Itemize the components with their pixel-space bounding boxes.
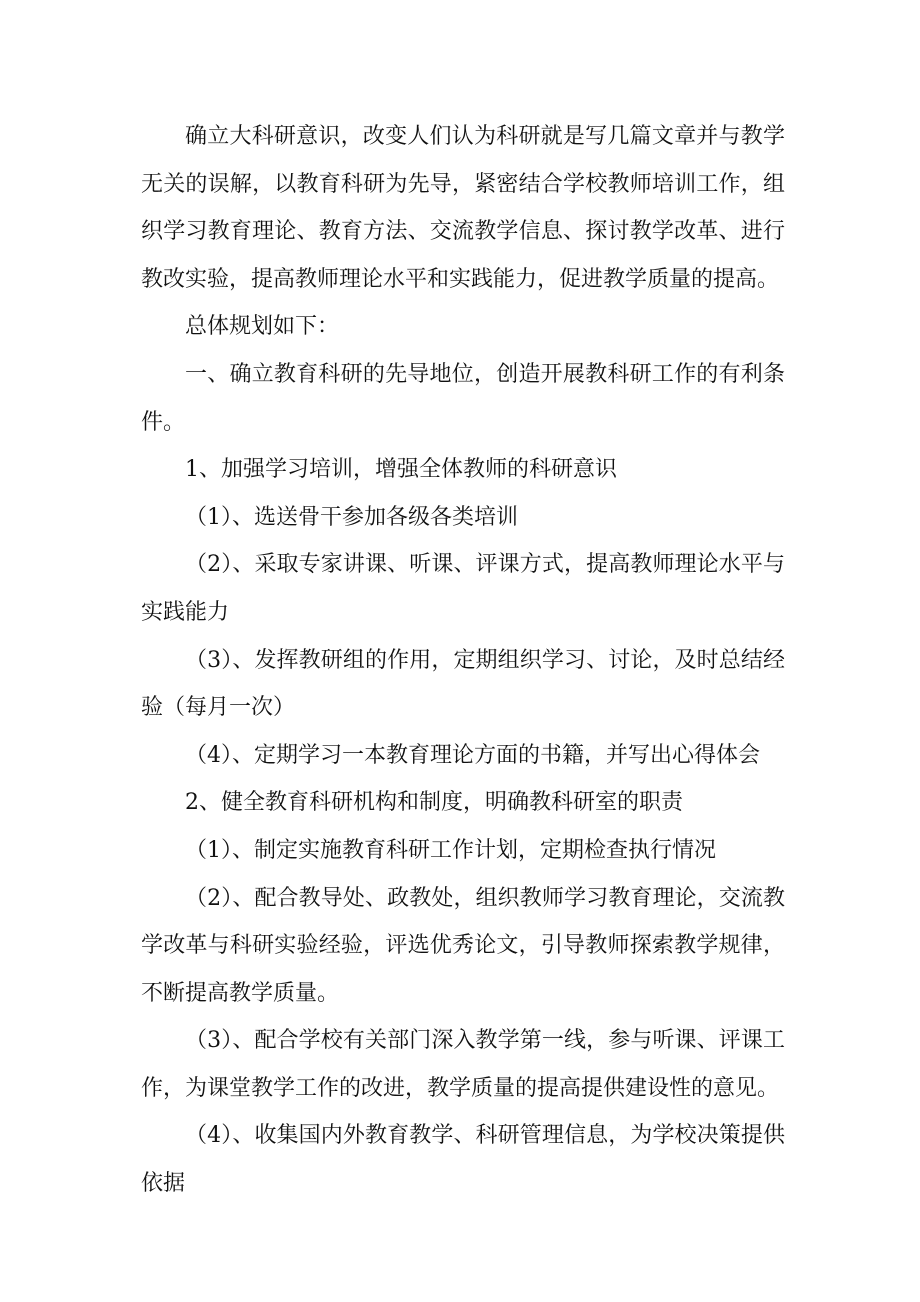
list-item: （1）、选送骨干参加各级各类培训 <box>185 504 518 530</box>
list-item: （3）、发挥教研组的作用，定期组织学习、讨论，及时总结经验（每月一次） <box>141 647 785 721</box>
subsection-heading-2: 2、健全教育科研机构和制度，明确教科研室的职责 <box>185 790 683 816</box>
list-item: （3）、配合学校有关部门深入教学第一线，参与听课、评课工作，为课堂教学工作的改进，教学质量的提高提供建设性的意见。 <box>141 1028 785 1101</box>
document-body <box>141 113 785 1208</box>
intro-paragraph: 确立大科研意识，改变人们认为科研就是写几篇文章并与教学无关的误解，以教育科研为先导，紧密结合学校教师培训工作，组织学习教育理论、教育方法、交流教学信息、探讨教学改革、进行教改实验，提高教师理论水平和实践能力，促进教学质量的提高。 <box>141 124 785 292</box>
list-item: （1）、制定实施教育科研工作计划，定期检查执行情况 <box>185 837 716 863</box>
list-item: （4）、定期学习一本教育理论方面的书籍，并写出心得体会 <box>185 742 760 768</box>
plan-heading: 总体规划如下： <box>185 314 340 340</box>
list-item: （2）、采取专家讲课、听课、评课方式，提高教师理论水平与实践能力 <box>141 552 785 625</box>
list-item: （4）、收集国内外教育教学、科研管理信息，为学校决策提供依据 <box>141 1123 785 1197</box>
list-item: （2）、配合教导处、政教处，组织教师学习教育理论，交流教学改革与科研实验经验，评选优秀论文，引导教师探索教学规律，不断提高教学质量。 <box>141 885 785 1006</box>
subsection-heading-1: 1、加强学习培训，增强全体教师的科研意识 <box>185 457 617 483</box>
section-heading-1: 一、确立教育科研的先导地位，创造开展教科研工作的有利条件。 <box>141 361 785 435</box>
